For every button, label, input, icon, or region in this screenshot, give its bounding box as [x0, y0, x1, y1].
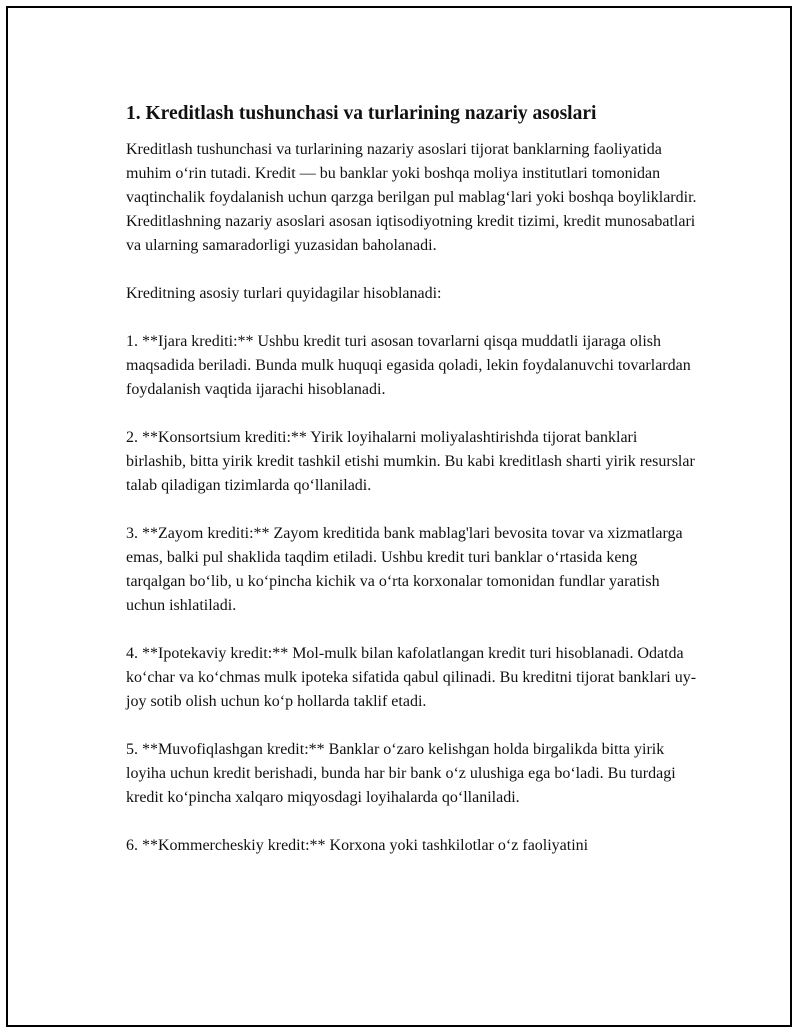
list-item-ipotekaviy-kredit: 4. **Ipotekaviy kredit:** Mol-mulk bilan kafolatlangan kredit turi hisoblanadi. Odatda ko‘char va ko‘chmas mulk ipoteka sifatida qabul qilinadi. Bu kreditni tijorat banklari uy-joy sotib olish uchun ko‘p hollarda taklif etadi.	[126, 645, 697, 710]
list-item-kommercheskiy-kredit: 6. **Kommercheskiy kredit:** Korxona yoki tashkilotlar o‘z faoliyatini	[126, 837, 589, 854]
types-intro-paragraph: Kreditning asosiy turlari quyidagilar hisoblanadi:	[126, 285, 442, 302]
page-frame	[6, 6, 792, 1027]
document-body	[126, 102, 700, 858]
list-item-ijara-krediti: 1. **Ijara krediti:** Ushbu kredit turi asosan tovarlarni qisqa muddatli ijaraga olish maqsadida beriladi. Bunda mulk huquqi egasida qoladi, lekin foydalanuvchi tovarlardan foydalanish vaqtida ijarachi hisoblanadi.	[126, 333, 691, 398]
list-item-zayom-krediti: 3. **Zayom krediti:** Zayom kreditida bank mablag'lari bevosita tovar va xizmatlarga emas, balki pul shaklida taqdim etiladi. Ushbu kredit turi banklar o‘rtasida keng tarqalgan bo‘lib, u ko‘pincha kichik va o‘rta korxonalar tomonidan fundlar yaratish uchun ishlatiladi.	[126, 525, 683, 614]
list-item-muvofiqlashgan-kredit: 5. **Muvofiqlashgan kredit:** Banklar o‘zaro kelishgan holda birgalikda bitta yirik loyiha uchun kredit berishadi, bunda har bir bank o‘z ulushiga ega bo‘ladi. Bu turdagi kredit ko‘pincha xalqaro miqyosdagi loyihalarda qo‘llaniladi.	[126, 741, 676, 806]
list-item-konsortsium-krediti: 2. **Konsortsium krediti:** Yirik loyihalarni moliyalashtirishda tijorat banklari birlashib, bitta yirik kredit tashkil etishi mumkin. Bu kabi kreditlash sharti yirik resurslar talab qiladigan tizimlarda qo‘llaniladi.	[126, 429, 695, 494]
section-heading: 1. Kreditlash tushunchasi va turlarining nazariy asoslari	[126, 103, 597, 124]
intro-paragraph: Kreditlash tushunchasi va turlarining nazariy asoslari tijorat banklarning faoliyatida muhim o‘rin tutadi. Kredit — bu banklar yoki boshqa moliya institutlari tomonidan vaqtinchalik foydalanish uchun qarzga berilgan pul mablag‘lari yoki boshqa boyliklardir. Kreditlashning nazariy asoslari asosan iqtisodiyotning kredit tizimi, kredit munosabatlari va ularning samaradorligi yuzasidan baholanadi.	[126, 141, 697, 254]
